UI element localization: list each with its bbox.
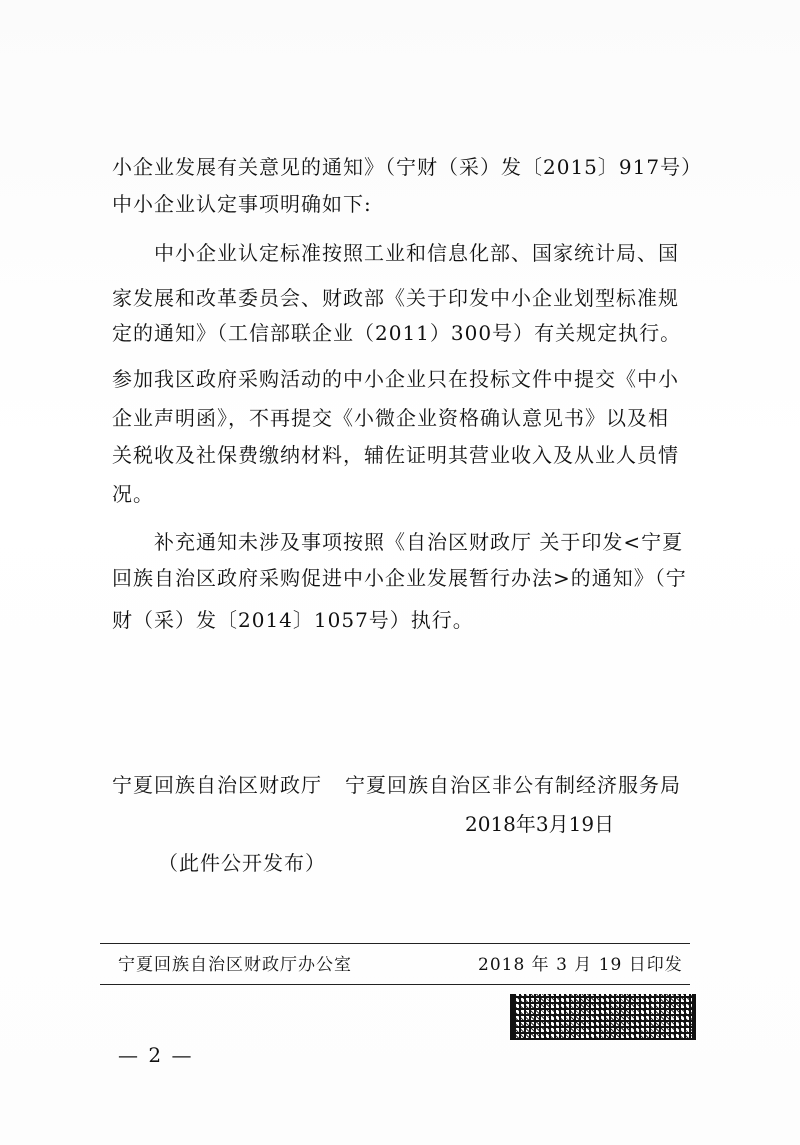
- barcode-image: [510, 994, 696, 1040]
- body-line-11: 回族自治区政府采购促进中小企业发展暂行办法>的通知》（宁: [112, 566, 687, 590]
- body-line-4: 家发展和改革委员会、财政部《关于印发中小企业划型标准规: [112, 286, 679, 310]
- body-line-2: 中小企业认定事项明确如下:: [112, 192, 372, 216]
- footer-bottom-rule: [100, 984, 690, 985]
- footer-top-rule: [100, 943, 690, 944]
- public-release-note: （此件公开发布）: [158, 851, 326, 875]
- body-line-9: 况。: [112, 482, 154, 506]
- signatory-finance-department: 宁夏回族自治区财政厅: [112, 773, 322, 797]
- print-date: 2018 年 3 月 19 日印发: [478, 955, 683, 975]
- body-line-3: 中小企业认定标准按照工业和信息化部、国家统计局、国: [154, 241, 679, 265]
- signatory-non-public-economy-bureau: 宁夏回族自治区非公有制经济服务局: [345, 773, 681, 797]
- issuing-office: 宁夏回族自治区财政厅办公室: [118, 955, 352, 975]
- body-line-1: 小企业发展有关意见的通知》（宁财（采）发〔2015〕917号）: [112, 155, 703, 179]
- body-line-10: 补充通知未涉及事项按照《自治区财政厅 关于印发<宁夏: [154, 530, 684, 554]
- body-line-5: 定的通知》（工信部联企业（2011）300号）有关规定执行。: [112, 321, 682, 345]
- body-line-6: 参加我区政府采购活动的中小企业只在投标文件中提交《中小: [112, 367, 679, 391]
- page-number: — 2 —: [118, 1043, 194, 1067]
- body-line-12: 财（采）发〔2014〕1057号）执行。: [112, 608, 474, 632]
- body-line-7: 企业声明函》，不再提交《小微企业资格确认意见书》以及相: [112, 406, 669, 430]
- body-line-8: 关税收及社保费缴纳材料，辅佐证明其营业收入及从业人员情: [112, 443, 679, 467]
- issue-date: 2018年3月19日: [465, 812, 615, 836]
